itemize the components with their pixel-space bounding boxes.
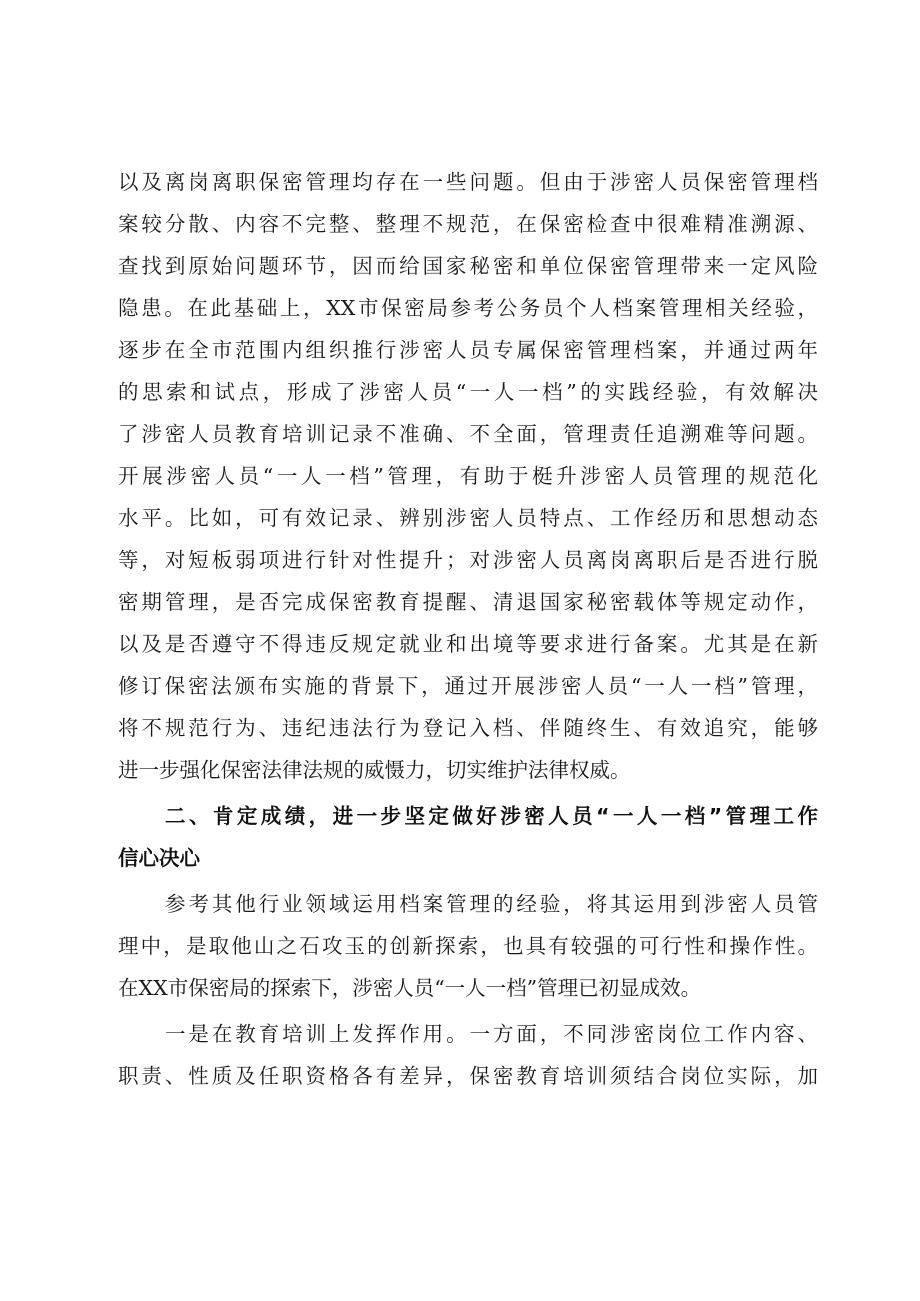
body-text-line: 修订保密法颁布实施的背景下，通过开展涉密人员“一人一档”管理， bbox=[118, 674, 818, 698]
body-text-line: 了涉密人员教育培训记录不准确、不全面，管理责任追溯难等问题。 bbox=[118, 422, 818, 446]
section-heading-continued: 信心决心 bbox=[118, 846, 200, 870]
body-text-line: 逐步在全市范围内组织推行涉密人员专属保密管理档案，并通过两年 bbox=[118, 338, 818, 362]
body-text-line: 隐患。在此基础上，XX市保密局参考公务员个人档案管理相关经验， bbox=[118, 296, 818, 320]
body-text-line: 进一步强化保密法律法规的威慑力，切实维护法律权威。 bbox=[118, 758, 631, 782]
body-text-line: 以及离岗离职保密管理均存在一些问题。但由于涉密人员保密管理档 bbox=[118, 170, 818, 194]
body-text-line: 查找到原始问题环节，因而给国家秘密和单位保密管理带来一定风险 bbox=[118, 254, 818, 278]
body-text-line: 水平。比如，可有效记录、辨别涉密人员特点、工作经历和思想动态 bbox=[118, 506, 818, 530]
body-text-line: 开展涉密人员“一人一档”管理，有助于梃升涉密人员管理的规范化 bbox=[118, 464, 818, 488]
body-text-line: 在XX市保密局的探索下，涉密人员“一人一档”管理已初显成效。 bbox=[118, 976, 702, 1000]
body-text-line: 案较分散、内容不完整、整理不规范，在保密检查中很难精准溯源、 bbox=[118, 212, 818, 236]
body-text-line: 等，对短板弱项进行针对性提升；对涉密人员离岗离职后是否进行脱 bbox=[118, 548, 818, 572]
body-text-line: 一是在教育培训上发挥作用。一方面，不同涉密岗位工作内容、 bbox=[165, 1022, 818, 1046]
body-text-line: 密期管理，是否完成保密教育提醒、清退国家秘密载体等规定动作， bbox=[118, 590, 818, 614]
body-text-line: 理中，是取他山之石攻玉的创新探索，也具有较强的可行性和操作性。 bbox=[118, 934, 818, 958]
body-text-line: 将不规范行为、违纪违法行为登记入档、伴随终生、有效追究，能够 bbox=[118, 716, 818, 740]
body-text-line: 职责、性质及任职资格各有差异，保密教育培训须结合岗位实际，加 bbox=[118, 1064, 818, 1088]
body-text-line: 以及是否遵守不得违反规定就业和出境等要求进行备案。尤其是在新 bbox=[118, 632, 818, 656]
body-text-line: 参考其他行业领域运用档案管理的经验，将其运用到涉密人员管 bbox=[165, 892, 818, 916]
body-text-line: 的思索和试点，形成了涉密人员“一人一档”的实践经验，有效解决 bbox=[118, 380, 818, 404]
section-heading: 二、肯定成绩，进一步坚定做好涉密人员“一人一档”管理工作 bbox=[165, 804, 818, 828]
